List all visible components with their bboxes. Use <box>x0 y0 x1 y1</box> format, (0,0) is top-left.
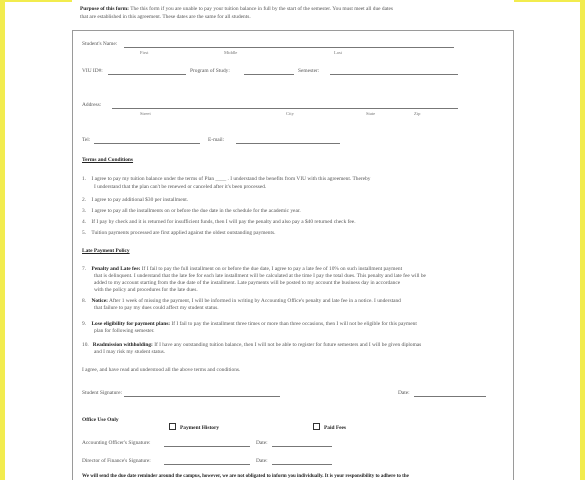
term-text: I agree to pay my tuition balance under the terms of Plan ____ . I understand the benefits from VIU with this agreement. Thereby <box>91 176 371 182</box>
purpose-text-2: that are established in this agreement. These dates are the same for all students. <box>80 14 251 20</box>
term-item-5 <box>82 230 275 236</box>
terms-heading: Terms and Conditions <box>82 157 134 163</box>
term-num: 5. <box>82 230 87 236</box>
policy-bold: Penalty and Late fee: <box>91 266 141 272</box>
policy-bold: Lose eligibility for payment plans: <box>91 321 171 327</box>
accounting-date-field[interactable] <box>272 446 332 447</box>
address-label: Address: <box>82 102 102 108</box>
payment-history-label: Payment History <box>180 425 220 431</box>
paid-fees-checkbox[interactable] <box>313 423 320 430</box>
student-date-label: Date: <box>398 390 410 396</box>
policy-num: 9. <box>82 321 87 327</box>
payment-history-checkbox[interactable] <box>169 423 176 430</box>
term-num: 2. <box>82 197 87 203</box>
student-signature-label: Student Signature: <box>82 390 122 396</box>
policy-line: added to my account starting from the due date of the installment. Late payments will be posted to my account the business day in accordance <box>94 280 401 286</box>
student-date-field[interactable] <box>414 396 486 397</box>
yellow-frame-left <box>0 0 5 480</box>
policy-item-7 <box>82 266 402 272</box>
form-body <box>72 0 514 480</box>
semester-field[interactable] <box>330 74 458 75</box>
director-signature-label: Director of Finance's Signature: <box>82 458 151 464</box>
semester-label: Semester: <box>298 68 320 74</box>
policy-item-10 <box>82 342 421 348</box>
policy-line: If I fail to pay the full installment on or before the due date, I agree to pay a late fee of 10% on such installment payment <box>141 266 403 272</box>
policy-line: that is delinquent. I understand that the late fee for each late installment will be calculated at the time I pay the total dues. This penalty and late fee will be <box>94 273 426 279</box>
director-date-label: Date: <box>256 458 268 464</box>
sub-label-last: Last <box>334 50 342 55</box>
sub-label-state: State <box>366 111 376 116</box>
viu-id-label: VIU ID#: <box>82 68 103 74</box>
late-policy-heading: Late Payment Policy <box>82 248 130 254</box>
policy-item-8 <box>82 298 401 304</box>
policy-item-9 <box>82 321 417 327</box>
term-item-1 <box>82 176 370 182</box>
paid-fees-label: Paid Fees <box>324 425 347 431</box>
student-name-label: Student's Name: <box>82 41 118 47</box>
policy-bold: Notice: <box>91 298 108 304</box>
policy-bold: Readmission withholding: <box>92 342 153 348</box>
policy-line: If I fail to pay the installment three times or more than three occasions, then I will not be eligible for this payment <box>171 321 417 327</box>
address-field[interactable] <box>112 108 458 109</box>
term-text: I agree to pay all the installments on or before the due date in the schedule for the academic year. <box>91 208 301 214</box>
accounting-date-label: Date: <box>256 440 268 446</box>
policy-num: 8. <box>82 298 87 304</box>
email-label: E-mail: <box>208 137 225 143</box>
student-name-field[interactable] <box>124 47 454 48</box>
policy-line: If I have any outstanding tuition balance, then I will not be able to register for future semesters and I will be given diplomas <box>154 342 422 348</box>
purpose-label: Purpose of this form: <box>80 6 129 12</box>
term-num: 3. <box>82 208 87 214</box>
policy-line: and I may risk my student status. <box>94 349 166 355</box>
sub-label-zip: Zip <box>414 111 421 116</box>
tel-label: Tel: <box>82 137 91 143</box>
sub-label-street: Street <box>140 111 151 116</box>
accounting-signature-field[interactable] <box>164 446 250 447</box>
term-num: 4. <box>82 219 87 225</box>
program-field[interactable] <box>244 74 294 75</box>
accounting-signature-label: Accounting Officer's Signature: <box>82 440 151 446</box>
purpose-text-1: The this form if you are unable to pay your tuition balance in full by the start of the semester. You must meet all due dates <box>130 6 393 12</box>
policy-num: 10. <box>82 342 89 348</box>
term-item-4 <box>82 219 356 225</box>
policy-line: After 1 week of missing the payment, I will be informed in writing by Accounting Office's penalty and late fee in a notice. I understand <box>108 298 401 304</box>
term-item-2 <box>82 197 188 203</box>
student-signature-field[interactable] <box>124 396 280 397</box>
term-num: 1. <box>82 176 87 182</box>
footer-note: We will send the due date reminder around the campus, however, we are not obligated to inform you individually. It is your responsibility to adhere to the <box>82 474 409 479</box>
term-item-1b: I understand that the plan can't be renewed or canceled after it's been processed. <box>94 184 267 190</box>
viu-id-field[interactable] <box>108 74 186 75</box>
term-text: Tuition payments processed are first applied against the oldest outstanding payments. <box>91 230 276 236</box>
director-signature-field[interactable] <box>164 464 250 465</box>
policy-line: with the policy and procedures for the late dues. <box>94 287 198 293</box>
term-text: I agree to pay additional $30 per installment. <box>91 197 189 203</box>
yellow-frame-right <box>580 0 585 480</box>
email-field[interactable] <box>236 143 340 144</box>
sub-label-middle: Middle <box>224 50 238 55</box>
sub-label-first: First <box>140 50 149 55</box>
director-date-field[interactable] <box>272 464 332 465</box>
tel-field[interactable] <box>94 143 200 144</box>
office-use-heading: Office Use Only <box>82 417 119 423</box>
policy-line: that failure to pay my dues could affect my student status. <box>94 305 219 311</box>
term-item-3 <box>82 208 301 214</box>
policy-num: 7. <box>82 266 87 272</box>
program-label: Program of Study: <box>190 68 230 74</box>
sub-label-city: City <box>286 111 294 116</box>
acknowledgement-text: I agree, and have read and understood all the above terms and conditions. <box>82 367 241 373</box>
policy-line: plan for following semester. <box>94 328 155 334</box>
term-text: If I pay by check and it is returned for insufficient funds, then I will pay the penalty and also pay a $40 returned check fee. <box>91 219 356 225</box>
